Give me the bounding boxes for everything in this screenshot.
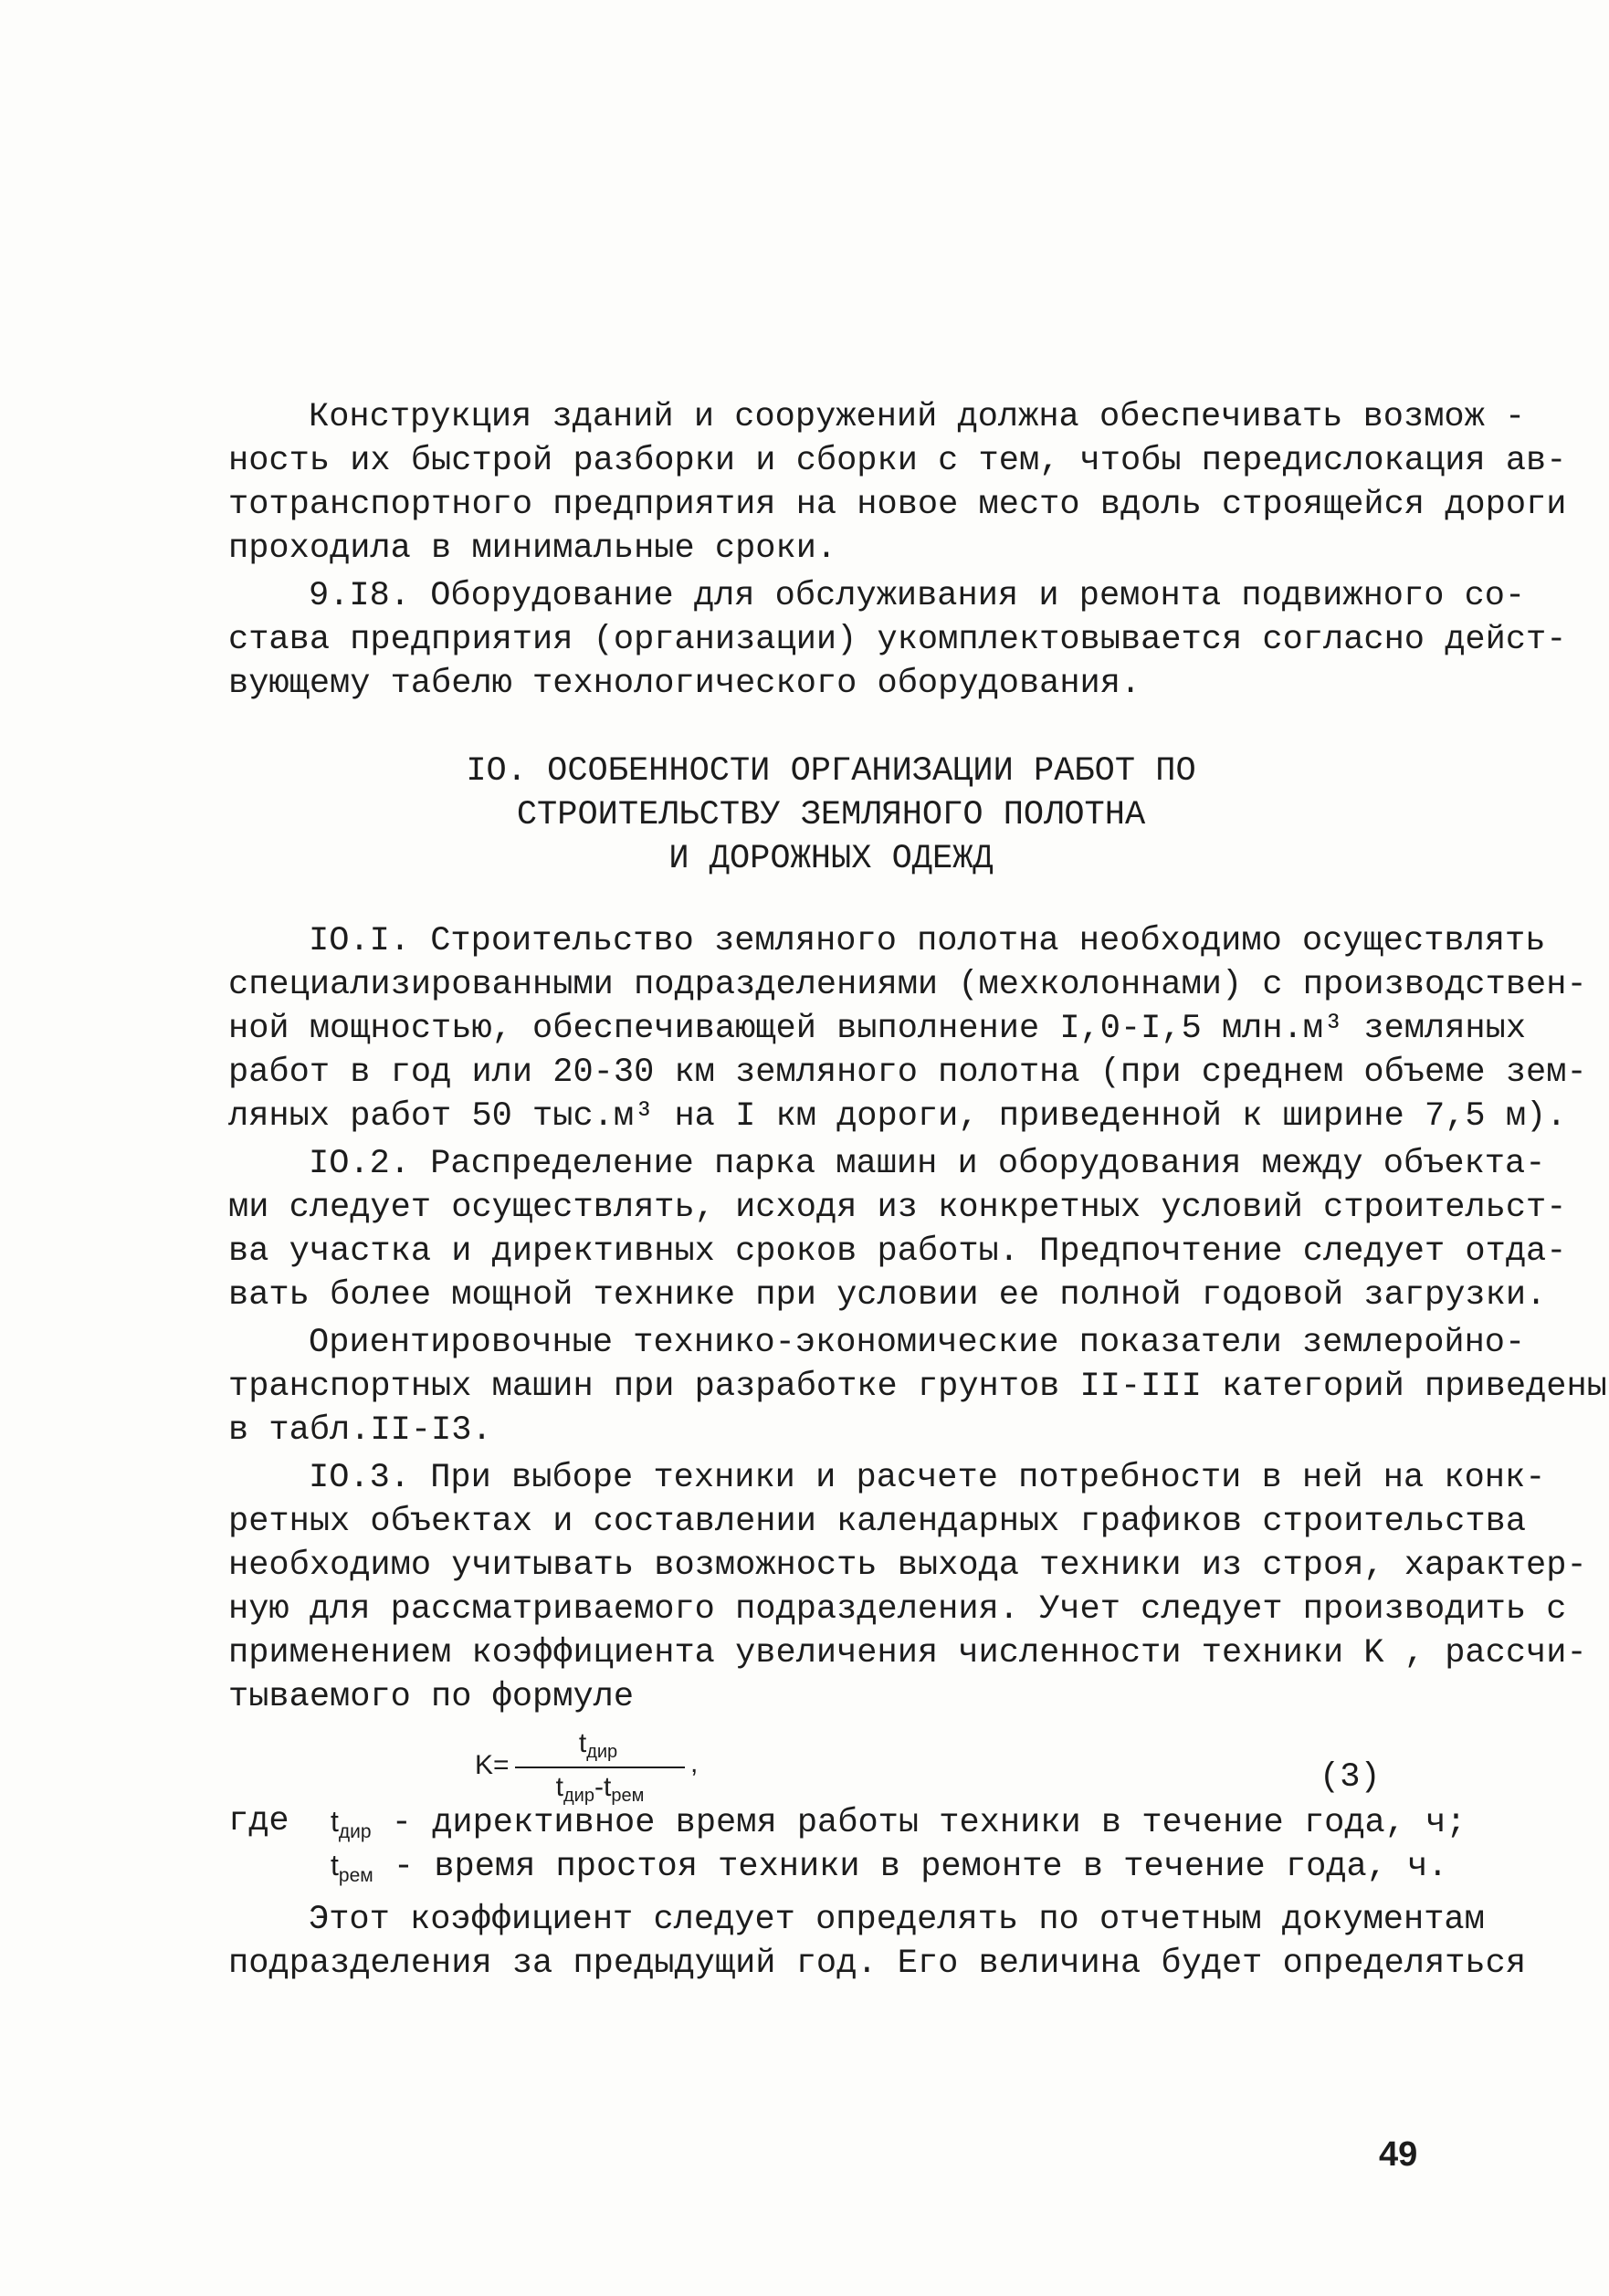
text-line: ность их быстрой разборки и сборки с тем, чтобы передислокация ав- <box>228 442 1567 480</box>
t-rem-description: - время простоя техники в ремонте в течение года, ч. <box>393 1848 1448 1886</box>
t-rem-symbol: $t_{рем}$ <box>331 1849 373 1886</box>
text-line: Этот коэффициент следует определять по отчетным документам <box>309 1901 1485 1939</box>
text-line: IO.3. При выборе техники и расчете потребности в ней на конк- <box>309 1459 1546 1497</box>
definition-where-label: где <box>228 1802 289 1840</box>
text-line: вать более мощной технике при условии ее полной годовой загрузки. <box>228 1276 1547 1315</box>
formula-fraction-bar <box>515 1767 685 1768</box>
text-line: става предприятия (организации) укомплектовывается согласно дейст- <box>228 621 1567 659</box>
text-line: ми следует осуществлять, исходя из конкретных условий строительст- <box>228 1189 1567 1227</box>
text-line: в табл.II-I3. <box>228 1411 492 1450</box>
text-line: применением коэффициента увеличения численности техники K , рассчи- <box>228 1634 1587 1672</box>
t-dir-description: - директивное время работы техники в течение года, ч; <box>391 1804 1467 1842</box>
text-line: подразделения за предыдущий год. Его величина будет определяться <box>228 1945 1527 1983</box>
equation-number: (3) <box>1320 1758 1381 1797</box>
text-line: IO.2. Распределение парка машин и оборудования между объекта- <box>309 1145 1546 1183</box>
text-line: ной мощностью, обеспечивающей выполнение I,0-I,5 млн.м³ земляных <box>228 1010 1527 1048</box>
formula-denominator: $t_{дир}-t_{рем}$ <box>555 1772 645 1806</box>
text-line: ную для рассматриваемого подразделения. Учет следует производить с <box>228 1590 1567 1629</box>
page-number: 49 <box>1379 2135 1418 2174</box>
text-line: проходила в минимальные сроки. <box>228 529 837 568</box>
text-line: Ориентировочные технико-экономические показатели землеройно- <box>309 1324 1526 1362</box>
text-line: ретных объектах и составлении календарных графиков строительства <box>228 1503 1527 1541</box>
text-line: ляных работ 50 тыс.м³ на I км дороги, приведенной к ширине 7,5 м). <box>228 1097 1567 1136</box>
text-line: IO.I. Строительство земляного полотна необходимо осуществлять <box>309 922 1546 960</box>
text-line: ва участка и директивных сроков работы. Предпочтение следует отда- <box>228 1232 1567 1271</box>
text-line: Конструкция зданий и сооружений должна обеспечивать возмож - <box>309 398 1526 436</box>
formula-numerator: $t_{дир}$ <box>578 1728 618 1762</box>
text-line: специализированными подразделениями (мехколоннами) с производствен- <box>228 966 1587 1004</box>
section-heading-line: IO. ОСОБЕННОСТИ ОРГАНИЗАЦИИ РАБОТ ПО <box>466 752 1196 791</box>
text-line: работ в год или 20-30 км земляного полотна (при среднем объеме зем- <box>228 1054 1587 1092</box>
formula-lhs: K= <box>475 1750 510 1780</box>
text-line: 9.I8. Оборудование для обслуживания и ремонта подвижного со- <box>309 577 1526 615</box>
text-line: транспортных машин при разработке грунтов II-III категорий приведены <box>228 1368 1607 1406</box>
section-heading-line: И ДОРОЖНЫХ ОДЕЖД <box>668 840 994 878</box>
section-heading-line: СТРОИТЕЛЬСТВУ ЗЕМЛЯНОГО ПОЛОТНА <box>516 796 1146 834</box>
definition-t-rem <box>331 1844 1448 1897</box>
t-dir-symbol: $t_{дир}$ <box>331 1805 372 1842</box>
text-line: необходимо учитывать возможность выхода техники из строя, характер- <box>228 1546 1587 1585</box>
text-line: тываемого по формуле <box>228 1678 635 1716</box>
text-line: тотранспортного предприятия на новое место вдоль строящейся дороги <box>228 486 1567 524</box>
text-line: вующему табелю технологического оборудования. <box>228 665 1141 703</box>
formula-comma: , <box>690 1748 699 1778</box>
